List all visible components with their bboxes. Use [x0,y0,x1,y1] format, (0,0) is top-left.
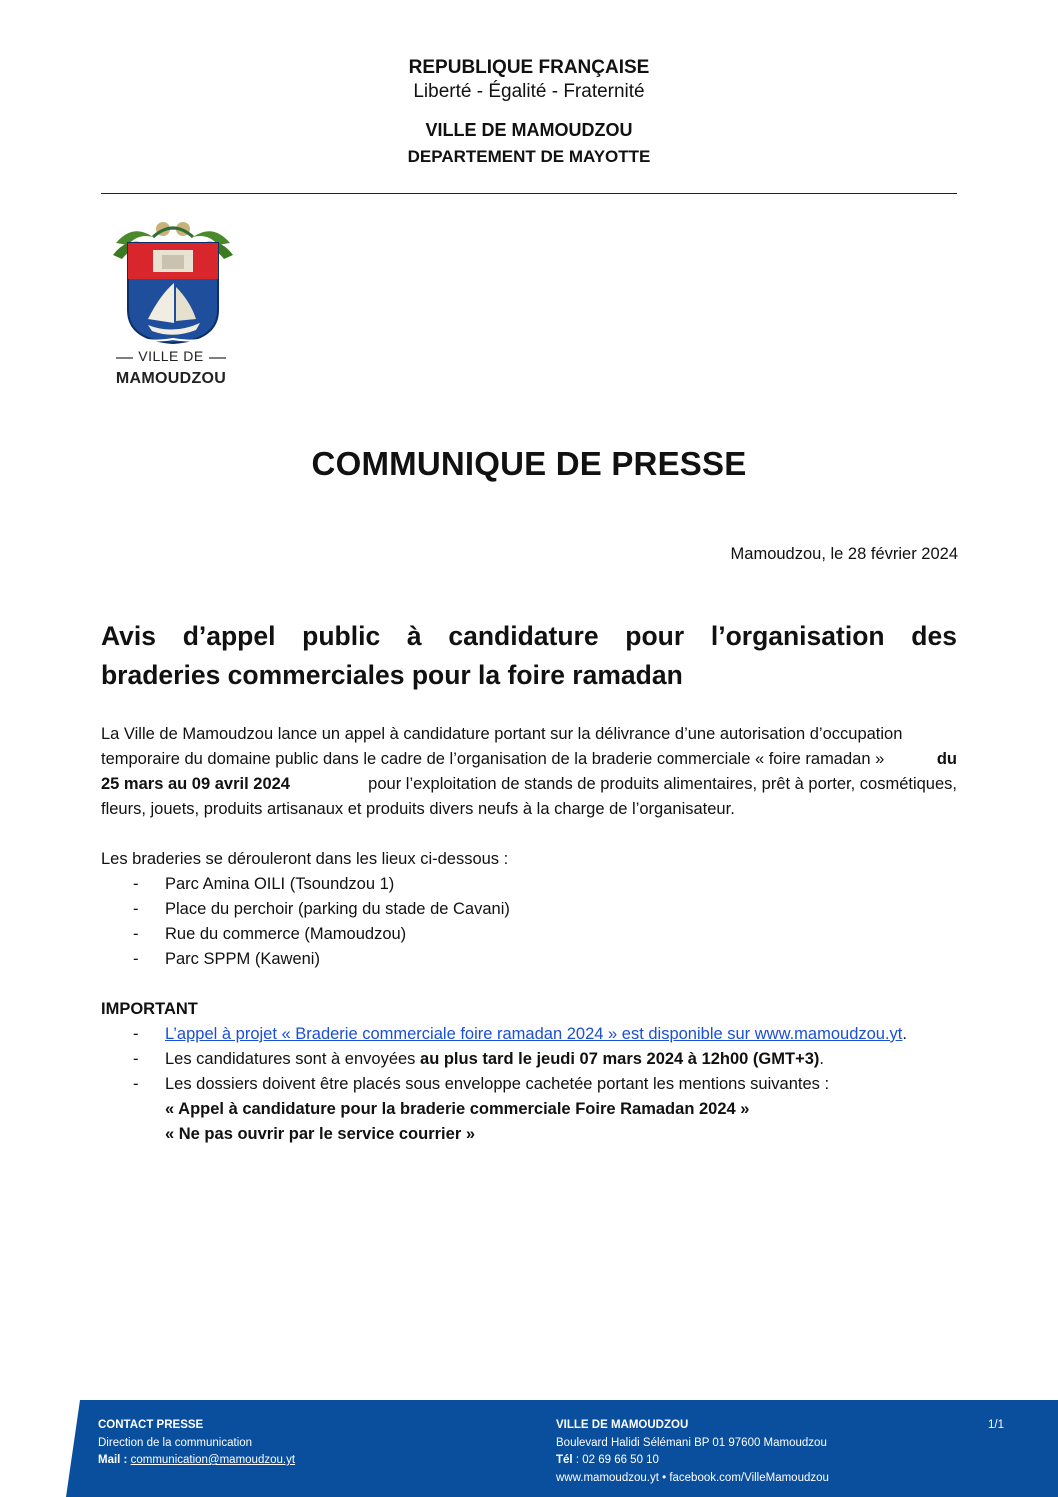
headline [101,617,957,695]
footer-city-heading: VILLE DE MAMOUDZOU [556,1419,689,1431]
republic-motto: Liberté - Égalité - Fraternité [413,81,645,102]
intro-line-4: fleurs, jouets, produits artisanaux et produits divers neufs à la charge de l’organisateur. [101,800,735,818]
footer [0,1400,1058,1497]
important-section [101,997,981,1147]
date-line: Mamoudzou, le 28 février 2024 [730,545,958,563]
footer-mail: Mail : communication@mamoudzou.yt [98,1454,296,1466]
republic-title: REPUBLIQUE FRANÇAISE [408,57,650,78]
call-for-projects-link[interactable]: L’appel à projet « Braderie commerciale foire ramadan 2024 » est disponible sur www.mamoudzou.yt [165,1025,903,1043]
headline-word: à [406,621,422,651]
press-release-title: COMMUNIQUE DE PRESSE [311,445,747,482]
list-item: - Les dossiers doivent être placés sous enveloppe cachetée portant les mentions suivantes : [133,1075,830,1093]
list-item: - Place du perchoir (parking du stade de Cavani) [133,900,510,918]
headline-word: Avis [101,621,156,651]
locations-section [101,847,981,972]
headline-word: des [911,621,957,651]
headline-word: candidature [448,621,599,651]
locations-intro: Les braderies se dérouleront dans les lieux ci-dessous : [101,850,509,868]
department-name: DEPARTEMENT DE MAYOTTE [407,147,651,166]
footer-page-number: 1/1 [988,1419,1004,1431]
city-name: VILLE DE MAMOUDZOU [425,120,633,140]
list-item: - Parc SPPM (Kaweni) [133,950,320,968]
list-item: - Les candidatures sont à envoyées au plus tard le jeudi 07 mars 2024 à 12h00 (GMT+3). [133,1050,824,1068]
logo-text-big: MAMOUDZOU [115,370,227,387]
intro-line-1: La Ville de Mamoudzou lance un appel à candidature portant sur la délivrance d’une autorisation d’occupation [101,725,903,743]
intro-paragraph [101,722,957,822]
headline-word: public [302,621,381,651]
mention-1: « Appel à candidature pour la braderie commerciale Foire Ramadan 2024 » [165,1100,750,1118]
logo-text-small: VILLE DE [138,348,204,364]
headline-word: pour [625,621,685,651]
list-item: - L’appel à projet « Braderie commerciale foire ramadan 2024 » est disponible sur www.mamoudzou.yt. [133,1025,907,1043]
footer-tel: Tél : 02 69 66 50 10 [556,1454,659,1466]
footer-contact-dept: Direction de la communication [98,1436,253,1449]
important-heading: IMPORTANT [101,1000,198,1018]
intro-line-2: temporaire du domaine public dans le cadre de l’organisation de la braderie commerciale « foire ramadan » du [101,750,957,768]
footer-contact [98,1417,295,1470]
footer-web: www.mamoudzou.yt • facebook.com/VilleMamoudzou [556,1471,829,1484]
footer-address: Boulevard Halidi Sélémani BP 01 97600 Mamoudzou [556,1436,827,1449]
headline-line-2: braderies commerciales pour la foire ramadan [101,660,683,690]
headline-word: d’appel [182,621,276,651]
footer-contact-heading: CONTACT PRESSE [98,1419,204,1431]
intro-line-3: 25 mars au 09 avril 2024 pour l’exploitation de stands de produits alimentaires, prêt à porter, cosmétiques, [101,775,957,793]
header-divider [101,193,957,194]
headline-line-1 [101,617,957,656]
footer-city [556,1417,829,1487]
footer-mail-link[interactable]: communication@mamoudzou.yt [130,1454,296,1466]
mention-2: « Ne pas ouvrir par le service courrier » [165,1125,475,1143]
list-item: - Rue du commerce (Mamoudzou) [133,925,407,943]
list-item: - Parc Amina OILI (Tsoundzou 1) [133,875,395,893]
headline-word: l’organisation [710,621,885,651]
